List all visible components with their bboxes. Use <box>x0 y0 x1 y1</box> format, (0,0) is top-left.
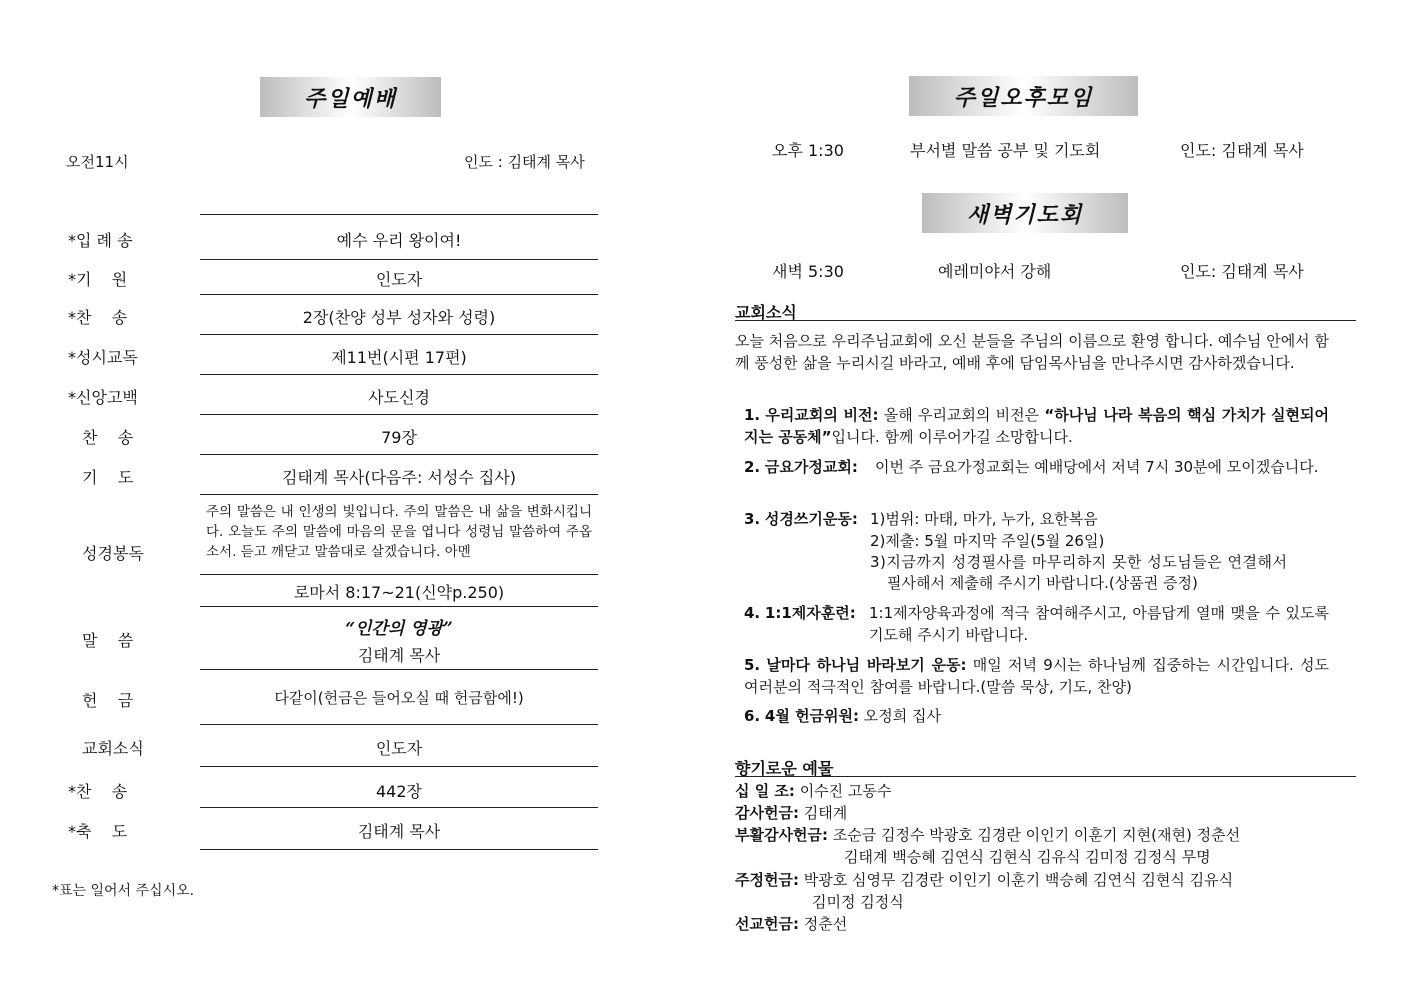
offering-row <box>735 824 1240 846</box>
row-line <box>200 454 598 455</box>
row-line <box>200 669 598 670</box>
news-line: 필사해서 제출해 주시기 바랍니다.(상품권 증정) <box>887 574 1198 592</box>
offering-label: 부활감사헌금: <box>735 826 828 844</box>
footnote: *표는 일어서 주십시오. <box>52 883 195 899</box>
offering-names-cont: 김미정 김정식 <box>812 893 904 911</box>
dawn-leader: 인도: 김태계 목사 <box>1180 262 1304 281</box>
order-label: 성경봉독 <box>82 544 144 563</box>
offering-row <box>735 869 1233 891</box>
offering-names: 조순금 김정수 박광호 김경란 이인기 이훈기 지현(재현) 정춘선 <box>827 826 1241 844</box>
news-num: 1. <box>744 406 761 424</box>
order-label: 기 도 <box>82 468 134 487</box>
news-head: 1:1제자훈련: <box>764 604 856 622</box>
worship-time: 오전11시 <box>66 153 129 171</box>
news-text: 오정희 집사 <box>859 707 942 725</box>
news-line: 2)제출: 5월 마지막 주일(5월 26일) <box>870 532 1105 550</box>
news-num: 3. <box>744 510 761 528</box>
news-title-underline <box>735 320 1356 321</box>
offering-row <box>735 802 847 824</box>
order-label: 찬 송 <box>82 428 134 447</box>
news-head: 4월 헌금위원: <box>764 707 860 725</box>
order-value: 2장(찬양 성부 성자와 성령) <box>302 308 496 327</box>
offering-title-underline <box>735 776 1356 777</box>
afternoon-title-text: 주일오후모임 <box>953 84 1094 111</box>
order-label: 교회소식 <box>82 739 144 758</box>
dawn-title <box>922 193 1128 233</box>
news-title: 교회소식 <box>735 303 797 322</box>
offering-label: 십 일 조: <box>735 782 795 800</box>
news-item-5 <box>744 654 1329 698</box>
order-label: *성시교독 <box>68 348 138 367</box>
scripture-reference: 로마서 8:17~21(신약p.250) <box>293 583 505 602</box>
order-label: *축 도 <box>68 822 128 841</box>
news-head: 금요가정교회: <box>764 458 858 476</box>
sermon-preacher: 김태계 목사 <box>357 646 441 665</box>
order-label: *찬 송 <box>68 308 128 327</box>
order-value: 제11번(시편 17편) <box>331 348 467 367</box>
order-label: *입 례 송 <box>68 231 133 250</box>
row-line <box>200 414 598 415</box>
order-value: 사도신경 <box>368 388 430 407</box>
afternoon-title <box>909 76 1138 116</box>
order-label: *찬 송 <box>68 782 128 801</box>
worship-title-text: 주일예배 <box>303 85 397 112</box>
order-label: *신앙고백 <box>68 388 138 407</box>
offering-label: 감사헌금: <box>735 804 799 822</box>
row-line <box>200 574 598 575</box>
news-num: 4. <box>744 604 761 622</box>
vision-statement: “하나님 나라 복음의 핵심 가치가 실현되어지는 공동체” <box>744 406 1329 446</box>
order-label: 말 씀 <box>82 631 134 650</box>
row-line <box>200 214 598 215</box>
offering-names: 김태계 <box>798 804 848 822</box>
worship-title <box>260 77 441 117</box>
offering-label: 주정헌금: <box>735 871 799 889</box>
offering-row <box>735 913 847 935</box>
sermon-title: “인간의 영광” <box>345 619 453 639</box>
order-label: 헌 금 <box>82 691 134 710</box>
order-value: 김태계 목사 <box>357 822 441 841</box>
offering-names: 정춘선 <box>798 915 848 933</box>
row-line <box>200 766 598 767</box>
dawn-time: 새벽 5:30 <box>772 262 844 281</box>
news-head: 우리교회의 비전: <box>765 406 879 424</box>
dawn-content: 예레미야서 강해 <box>938 262 1052 281</box>
offering-label: 선교헌금: <box>735 915 799 933</box>
news-head: 성경쓰기운동: <box>764 510 858 528</box>
news-item-6 <box>744 705 1329 727</box>
order-value: 김태계 목사(다음주: 서성수 집사) <box>281 468 517 487</box>
news-line: 1)범위: 마태, 마가, 누가, 요한복음 <box>870 510 1098 528</box>
afternoon-content: 부서별 말씀 공부 및 기도회 <box>910 141 1101 160</box>
reading-prayer: 주의 말씀은 내 인생의 빛입니다. 주의 말씀은 내 삶을 변화시킵니다. 오늘도 주의 말씀에 마음의 문을 엽니다 성령님 말씀하여 주옵소서. 듣고 깨닫고 말씀대로 살겠습니다. 아멘 <box>206 504 592 560</box>
news-num: 5. <box>744 656 761 674</box>
row-line <box>200 259 598 260</box>
offering-names: 박광호 심영무 김경란 이인기 이훈기 백승혜 김연식 김현식 김유식 <box>798 871 1234 889</box>
welcome-text: 오늘 처음으로 우리주님교회에 오신 분들을 주님의 이름으로 환영 합니다. 예수님 안에서 함께 풍성한 삶을 누리시길 바라고, 예배 후에 담임목사님을 만나주시면 감사하겠습니다. <box>735 332 1329 372</box>
order-value: 인도자 <box>375 739 423 758</box>
news-line: 3)지금까지 성경필사를 마무리하지 못한 성도님들은 연결해서 <box>870 553 1288 571</box>
news-tail: 입니다. 함께 이루어가길 소망합니다. <box>831 428 1073 446</box>
order-value: 예수 우리 왕이여! <box>336 231 462 250</box>
news-text: 이번 주 금요가정교회는 예배당에서 저녁 7시 30분에 모이겠습니다. <box>875 458 1319 476</box>
offering-row <box>735 780 891 802</box>
news-text: 매일 저녁 9시는 하나님께 집중하는 시간입니다. 성도 여러분의 적극적인 참여를 바랍니다.(말씀 묵상, 기도, 찬양) <box>744 656 1329 696</box>
worship-leader: 인도 : 김태계 목사 <box>464 153 585 171</box>
row-line <box>200 724 598 725</box>
row-line <box>200 606 598 607</box>
news-text: 올해 우리교회의 비전은 <box>878 406 1045 424</box>
news-head: 날마다 하나님 바라보기 운동: <box>766 656 967 674</box>
afternoon-time: 오후 1:30 <box>772 141 844 160</box>
news-item-1 <box>744 404 1329 448</box>
news-num: 2. <box>744 458 761 476</box>
order-value: 442장 <box>376 782 422 801</box>
offering-names-cont: 김태계 백승혜 김연식 김현식 김유식 김미정 김정식 무명 <box>844 848 1211 866</box>
order-value: 79장 <box>381 428 417 447</box>
row-line <box>200 849 598 850</box>
offering-names: 이수진 고동수 <box>794 782 892 800</box>
afternoon-leader: 인도: 김태계 목사 <box>1180 141 1304 160</box>
row-line <box>200 294 598 295</box>
row-line <box>200 494 598 495</box>
order-value: 인도자 <box>375 270 423 289</box>
offering-title: 향기로운 예물 <box>735 759 834 778</box>
row-line <box>200 334 598 335</box>
order-label: *기 원 <box>68 270 128 289</box>
row-line <box>200 807 598 808</box>
row-line <box>200 374 598 375</box>
dawn-title-text: 새벽기도회 <box>966 201 1084 228</box>
order-value: 다같이(헌금은 들어오실 때 헌금함에!) <box>274 689 524 707</box>
news-num: 6. <box>744 707 761 725</box>
news-text: 1:1제자양육과정에 적극 참여해주시고, 아름답게 열매 맺을 수 있도록 기도해 주시기 바랍니다. <box>869 604 1329 644</box>
